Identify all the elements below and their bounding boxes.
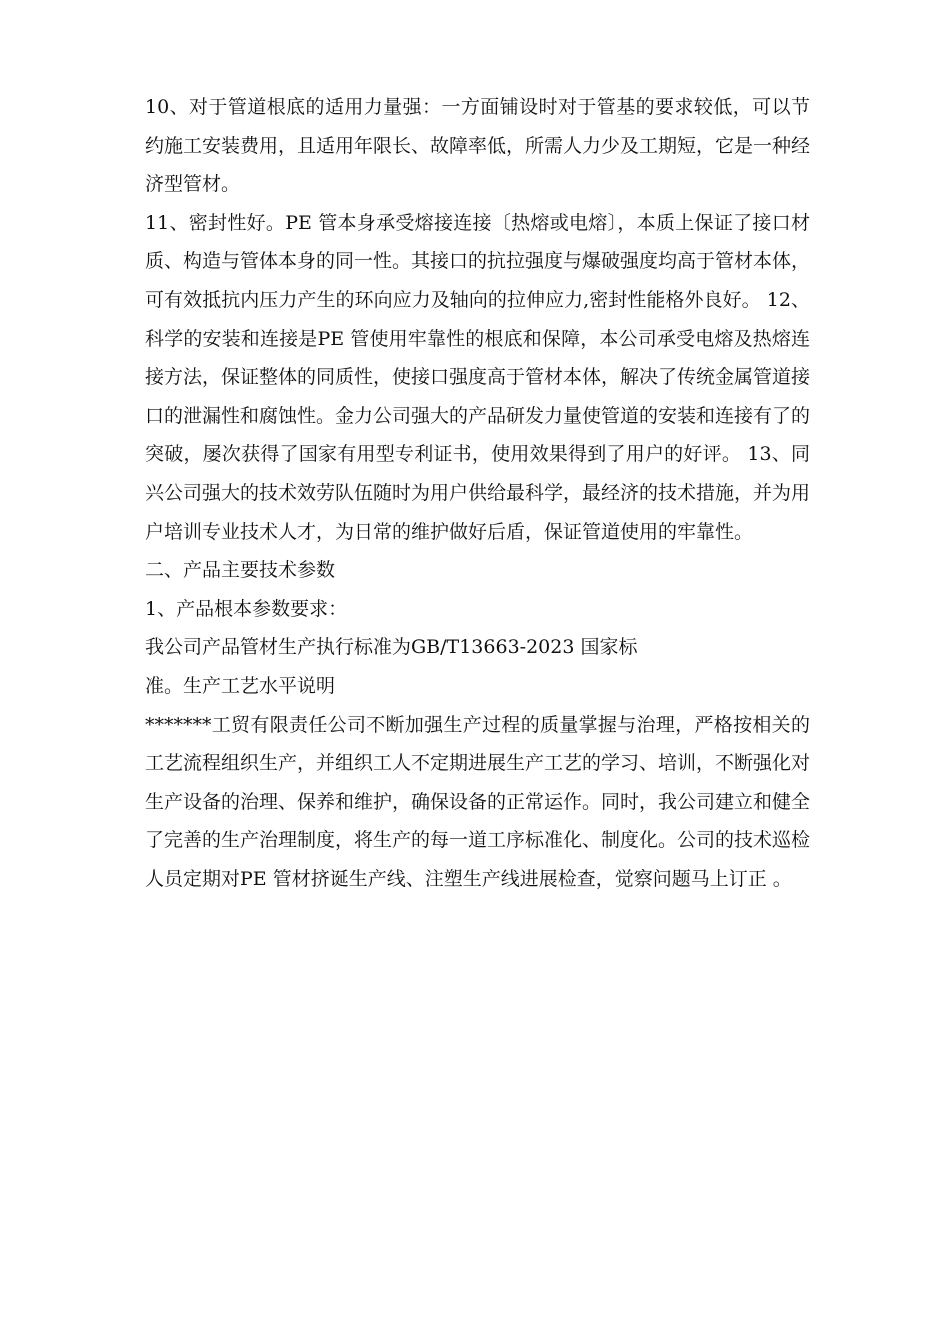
paragraph-quality-management: *******工贸有限责任公司不断加强生产过程的质量掌握与治理，严格按相关的工艺流程组织生产，并组织工人不定期进展生产工艺的学习、培训，不断强化对生产设备的治理、保养和维护，确保设备的正常运作。同时，我公司建立和健全了完善的生产治理制度，将生产的每一道工序标准化、制度化。公司的技术巡检人员定期对PE 管材挤诞生产线、注塑生产线进展检查，觉察问题马上订正 。: [145, 713, 811, 890]
paragraph-advantage-10: 10、对于管道根底的适用力量强：一方面铺设时对于管基的要求较低，可以节约施工安装费用，且适用年限长、故障率低，所需人力少及工期短，它是一种经济型管材。: [145, 96, 811, 196]
paragraph-standard: 我公司产品管材生产执行标准为GB/T13663-2023 国家标: [145, 636, 638, 659]
paragraph-advantage-11-13: 11、密封性好。PE 管本身承受熔接连接〔热熔或电熔〕，本质上保证了接口材质、构造与管体本身的同一性。其接口的抗拉强度与爆破强度均高于管材本体，可有效抵抗内压力产生的环向应力及轴向的拉伸应力,密封性能格外良好。 12、科学的安装和连接是PE 管使用牢靠性的根底和保障，本公司承受电熔及热熔连接方法，保证整体的同质性，使接口强度高于管材本体，解决了传统金属管道接口的泄漏性和腐蚀性。金力公司强大的产品研发力量使管道的安装和连接有了的突破，屡次获得了国家有用型专利证书，使用效果得到了用户的好评。 13、同兴公司强大的技术效劳队伍随时为用户供给最科学，最经济的技术措施，并为用户培训专业技术人才，为日常的维护做好后盾，保证管道使用的牢靠性。: [145, 211, 811, 543]
section-heading-technical-parameters: 二、产品主要技术参数: [145, 559, 336, 582]
subheading-basic-parameters: 1、产品根本参数要求：: [145, 597, 348, 620]
paragraph-process-title: 准。生产工艺水平说明: [145, 674, 336, 697]
document-page: [145, 88, 810, 898]
